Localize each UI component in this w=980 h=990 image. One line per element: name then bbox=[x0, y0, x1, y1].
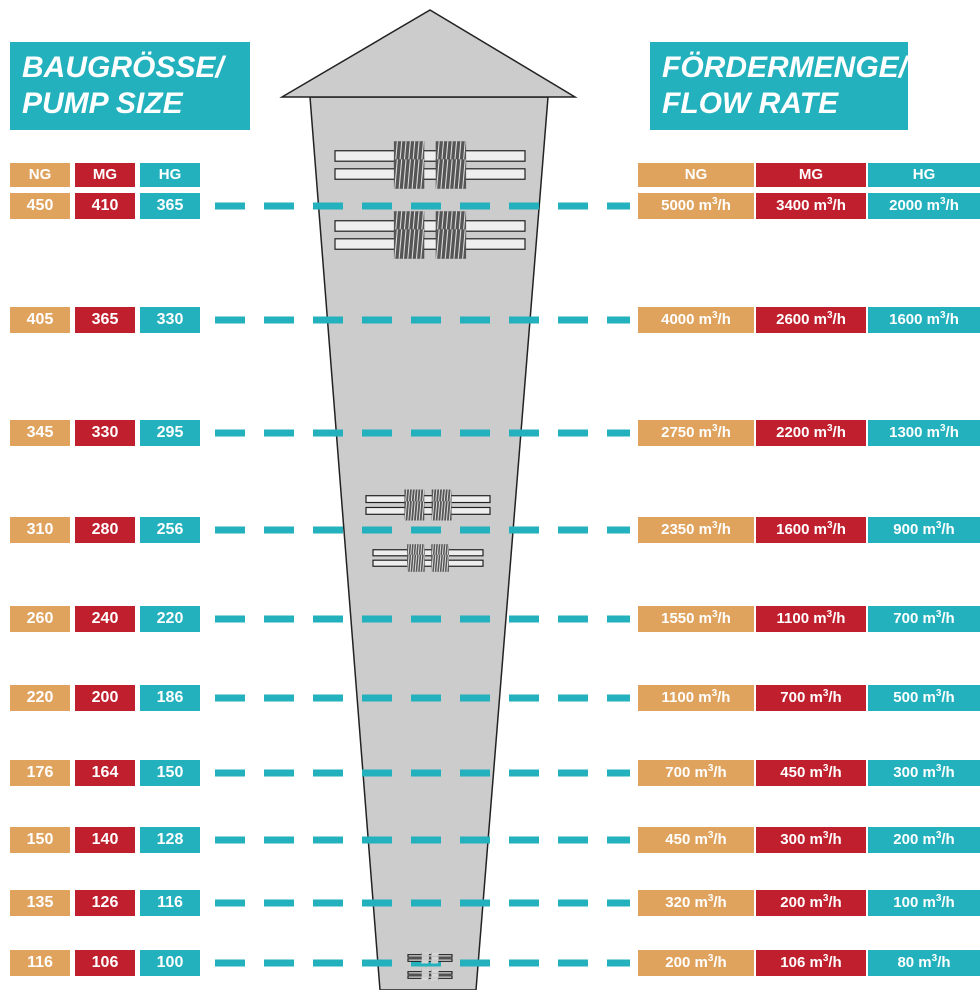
size-ng-row-1: 450 bbox=[10, 193, 70, 219]
flow-hg-row-10: 80 $m^3/h$ bbox=[868, 950, 980, 976]
flow-ng-row-5: 1550 $m^3/h$ bbox=[638, 606, 754, 632]
size-mg-row-9: 126 bbox=[75, 890, 135, 916]
size-hg-row-8: 128 bbox=[140, 827, 200, 853]
flow-rate-title-line1: FÖRDERMENGE/ bbox=[662, 51, 908, 84]
flow-mg-row-3: 2200 $m^3/h$ bbox=[756, 420, 866, 446]
flow-ng-row-6: 1100 $m^3/h$ bbox=[638, 685, 754, 711]
flow-rate-title bbox=[650, 42, 908, 130]
flow-mg-row-10: 106 $m^3/h$ bbox=[756, 950, 866, 976]
flow-mg-row-4: 1600 $m^3/h$ bbox=[756, 517, 866, 543]
size-header-ng: NG bbox=[10, 163, 70, 187]
size-mg-row-2: 365 bbox=[75, 307, 135, 333]
flow-hg-row-3: 1300 $m^3/h$ bbox=[868, 420, 980, 446]
pump-size-title-line1: BAUGRÖSSE/ bbox=[22, 51, 224, 84]
flow-mg-row-8: 300 $m^3/h$ bbox=[756, 827, 866, 853]
flow-mg-row-9: 200 $m^3/h$ bbox=[756, 890, 866, 916]
size-ng-row-2: 405 bbox=[10, 307, 70, 333]
pump-size-title bbox=[10, 42, 250, 130]
flow-header-mg: MG bbox=[756, 163, 866, 187]
size-header-hg: HG bbox=[140, 163, 200, 187]
size-mg-row-1: 410 bbox=[75, 193, 135, 219]
flow-ng-row-9: 320 $m^3/h$ bbox=[638, 890, 754, 916]
size-ng-row-10: 116 bbox=[10, 950, 70, 976]
flow-hg-row-2: 1600 $m^3/h$ bbox=[868, 307, 980, 333]
flow-ng-row-4: 2350 $m^3/h$ bbox=[638, 517, 754, 543]
size-hg-row-4: 256 bbox=[140, 517, 200, 543]
flow-hg-row-8: 200 $m^3/h$ bbox=[868, 827, 980, 853]
size-ng-row-4: 310 bbox=[10, 517, 70, 543]
flow-hg-row-6: 500 $m^3/h$ bbox=[868, 685, 980, 711]
flow-mg-row-5: 1100 $m^3/h$ bbox=[756, 606, 866, 632]
size-header-mg: MG bbox=[75, 163, 135, 187]
size-hg-row-1: 365 bbox=[140, 193, 200, 219]
pump-size-title-line2: PUMP SIZE bbox=[22, 87, 183, 120]
size-hg-row-3: 295 bbox=[140, 420, 200, 446]
flow-rate-title-line2: FLOW RATE bbox=[662, 87, 839, 120]
flow-ng-row-10: 200 $m^3/h$ bbox=[638, 950, 754, 976]
flow-hg-row-4: 900 $m^3/h$ bbox=[868, 517, 980, 543]
flow-ng-row-3: 2750 $m^3/h$ bbox=[638, 420, 754, 446]
size-ng-row-3: 345 bbox=[10, 420, 70, 446]
size-hg-row-9: 116 bbox=[140, 890, 200, 916]
flow-mg-row-6: 700 $m^3/h$ bbox=[756, 685, 866, 711]
flow-mg-row-1: 3400 $m^3/h$ bbox=[756, 193, 866, 219]
size-hg-row-7: 150 bbox=[140, 760, 200, 786]
flow-ng-row-2: 4000 $m^3/h$ bbox=[638, 307, 754, 333]
flow-header-hg: HG bbox=[868, 163, 980, 187]
size-ng-row-7: 176 bbox=[10, 760, 70, 786]
size-ng-row-8: 150 bbox=[10, 827, 70, 853]
size-mg-row-4: 280 bbox=[75, 517, 135, 543]
size-ng-row-6: 220 bbox=[10, 685, 70, 711]
size-mg-row-7: 164 bbox=[75, 760, 135, 786]
size-ng-row-5: 260 bbox=[10, 606, 70, 632]
flow-ng-row-1: 5000 $m^3/h$ bbox=[638, 193, 754, 219]
flow-hg-row-9: 100 $m^3/h$ bbox=[868, 890, 980, 916]
flow-mg-row-7: 450 $m^3/h$ bbox=[756, 760, 866, 786]
flow-header-ng: NG bbox=[638, 163, 754, 187]
size-mg-row-8: 140 bbox=[75, 827, 135, 853]
flow-hg-row-1: 2000 $m^3/h$ bbox=[868, 193, 980, 219]
size-hg-row-5: 220 bbox=[140, 606, 200, 632]
size-ng-row-9: 135 bbox=[10, 890, 70, 916]
size-hg-row-6: 186 bbox=[140, 685, 200, 711]
size-mg-row-6: 200 bbox=[75, 685, 135, 711]
size-mg-row-10: 106 bbox=[75, 950, 135, 976]
flow-hg-row-5: 700 $m^3/h$ bbox=[868, 606, 980, 632]
flow-hg-row-7: 300 $m^3/h$ bbox=[868, 760, 980, 786]
size-mg-row-5: 240 bbox=[75, 606, 135, 632]
flow-ng-row-7: 700 $m^3/h$ bbox=[638, 760, 754, 786]
arrow-top bbox=[282, 10, 575, 97]
size-hg-row-10: 100 bbox=[140, 950, 200, 976]
flow-ng-row-8: 450 $m^3/h$ bbox=[638, 827, 754, 853]
flow-mg-row-2: 2600 $m^3/h$ bbox=[756, 307, 866, 333]
size-hg-row-2: 330 bbox=[140, 307, 200, 333]
size-mg-row-3: 330 bbox=[75, 420, 135, 446]
